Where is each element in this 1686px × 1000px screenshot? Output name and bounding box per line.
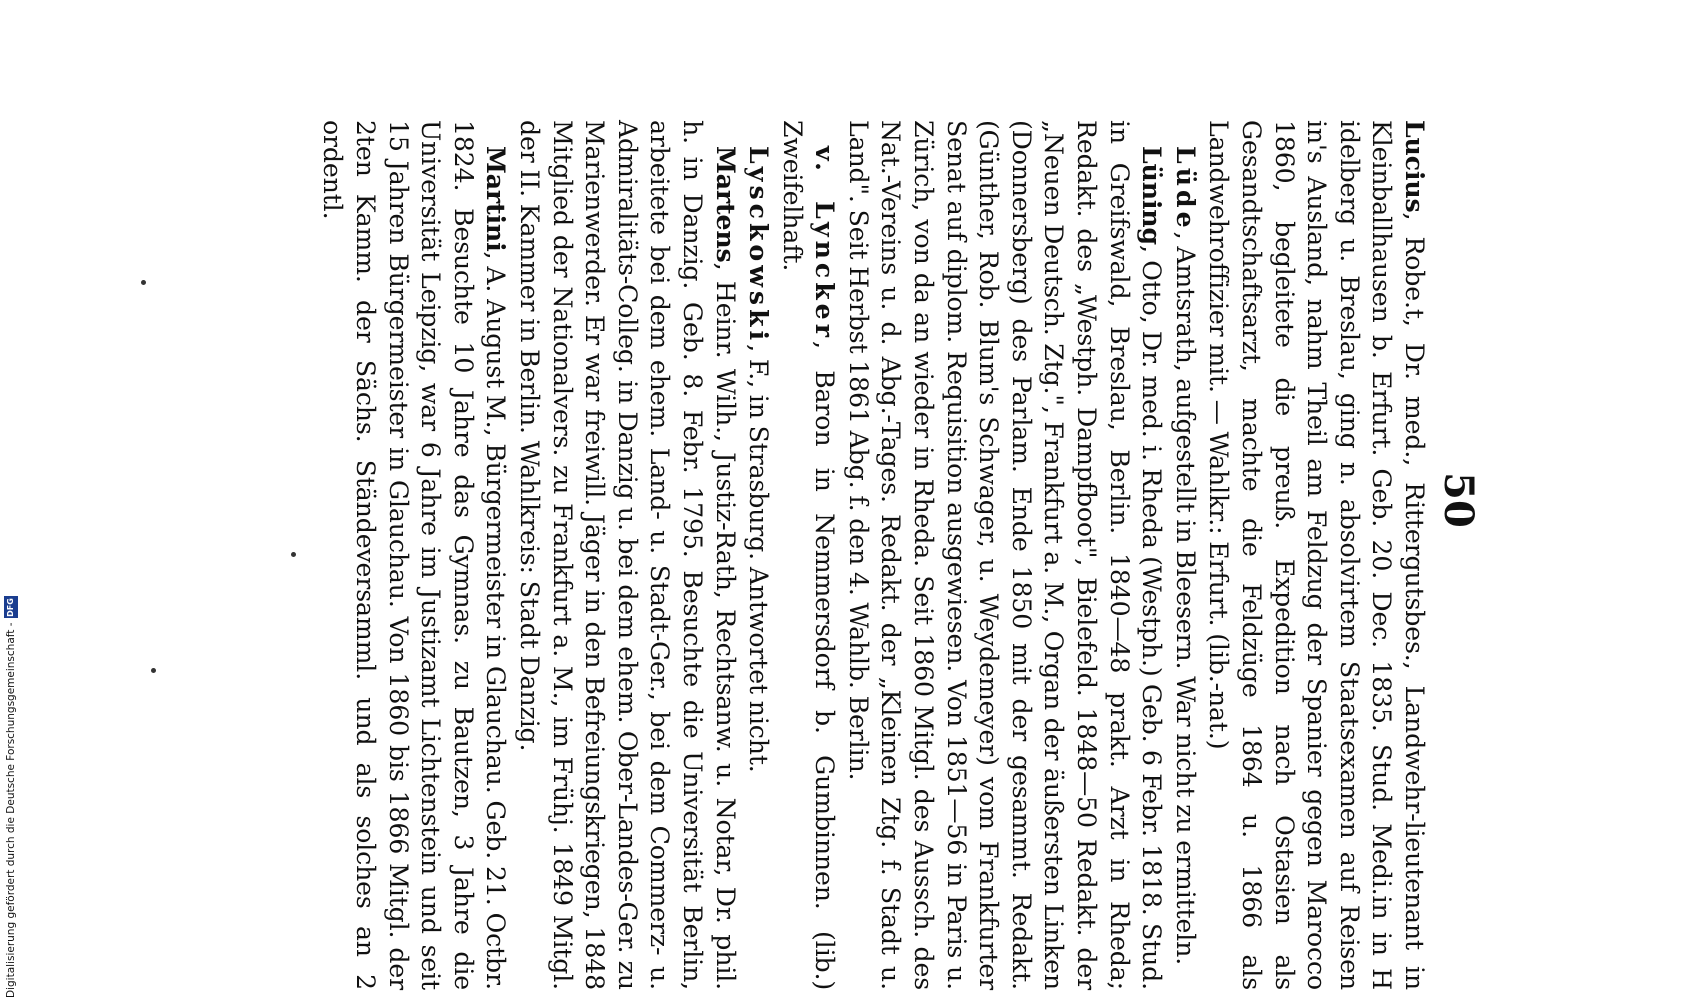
entry-martini [316, 120, 513, 990]
scan-speck [141, 280, 146, 285]
entry-lucius [1202, 120, 1431, 990]
entry-head: Lysckowski [744, 146, 775, 345]
entry-lysckowski [742, 120, 776, 990]
entry-head: Lucius [1400, 120, 1430, 213]
entry-text: , F., in Strasburg. Antwortet nicht. [744, 344, 774, 773]
scan-speck [151, 668, 156, 673]
entry-head: Lüde [1170, 146, 1201, 232]
entry-lyncker [775, 120, 841, 990]
entry-martens [512, 120, 741, 990]
entry-text: , A. August M., Bürgermeister in Glauchau. Geb. 21. Octbr. 1824. Besuchte 10 Jahre das Gymnas. zu Bautzen, 3 Jahre die Universität Leipzig, war 6 Jahre im Justizamt Lichtenstein und seit 15 Jahren Bürgermeister in Glauchau. Von 1860 bis 1866 Mitgl. der 2ten Kamm. der Sächs. Ständeversamml. und als solches an 2 ordentl. [318, 120, 511, 990]
entry-head: v. Lyncker [810, 146, 841, 341]
credit-text-line [4, 568, 18, 998]
entry-text: , Robe.t, Dr. med., Rittergutsbes., Landwehr-lieutenant in Kleinballhausen b. Erfurt. Geb. 20. Dec. 1835. Stud. Medi.in in H idelberg u. Breslau, ging n. absolvirtem Staatsexamen auf Reisen in's Ausland, nahm Theil am Feldzug der Spanier gegen Marocco 1860, begleitete die preuß. Expedition nach Ostasien als Gesandtschaftsarzt, machte die Feldzüge 1864 u. 1866 als Landwehroffizier mit. — Wahlkr.: Erfurt. (lib.-nat.) [1204, 120, 1429, 990]
scan-speck [291, 552, 296, 557]
digitization-credit [0, 568, 22, 998]
entry-text: , Heinr. Wilh., Justiz-Rath, Rechtsanw. u. Notar, Dr. phil. h. in Danzig. Geb. 8. Febr. 1795. Besuchte die Universität Berlin, arbeitete bei dem ehem. Land- u. Stadt-Ger., bei dem Commerz- u. Admiralitäts-Colleg. in Danzig u. bei dem ehem. Ober-Landes-Ger. zu Marienwerder. Er war freiwill. Jäger in den Befreiungskriegen, 1848 Mitglied der Nationalvers. zu Frankfurt a. M., im Frühj. 1849 Mitgl. der II. Kammer in Berlin. Wahlkreis: Stadt Danzig. [514, 120, 740, 990]
entry-head: Martini [481, 146, 512, 252]
entry-head: Lüning [1137, 146, 1168, 245]
entry-head: Martens [710, 146, 741, 263]
entry-luening [841, 120, 1168, 990]
dfg-logo: DFG [4, 596, 18, 618]
credit-text: Digitalisierung gefördert durch die Deutsche Forschungsgemeinschaft - [5, 622, 17, 998]
page-number: 50 [1435, 472, 1482, 528]
text-column [316, 120, 1431, 990]
entry-text: , Otto, Dr. med. i. Rheda (Westph.) Geb. 6 Febr. 1818. Stud. in Greifswald, Breslau, Berlin. 1840—48 prakt. Arzt in Rheda; Redakt. des „Westph. Dampfboot", Bielefeld. 1848—50 Redakt. der „Neuen Deutsch. Ztg.", Frankfurt a. M., Organ der äußersten Linken (Donnersberg) des Parlam. Ende 1850 mit der gesammt. Redakt. (Günther, Rob. Blum's Schwager, u. Weydemeyer) vom Frankfurter Senat auf diplom. Requisition ausgewiesen. Von 1851—56 in Paris u. Zürich, von da an wieder in Rheda. Seit 1860 Mitgl. des Aussch. des Nat.-Vereins u. d. Abg.-Tages. Redakt. der „Kleinen Ztg. f. Stadt u. Land". Seit Herbst 1861 Abg. f. den 4. Wahlb. Berlin. [843, 120, 1167, 990]
entry-text: , Amtsrath, aufgestellt in Bleesern. War nicht zu ermitteln. [1170, 231, 1200, 966]
entry-luede [1168, 120, 1202, 990]
entry-text: , Baron in Nemmersdorf b. Gumbinnen. (lib.) Zweifelhaft. [777, 120, 840, 990]
